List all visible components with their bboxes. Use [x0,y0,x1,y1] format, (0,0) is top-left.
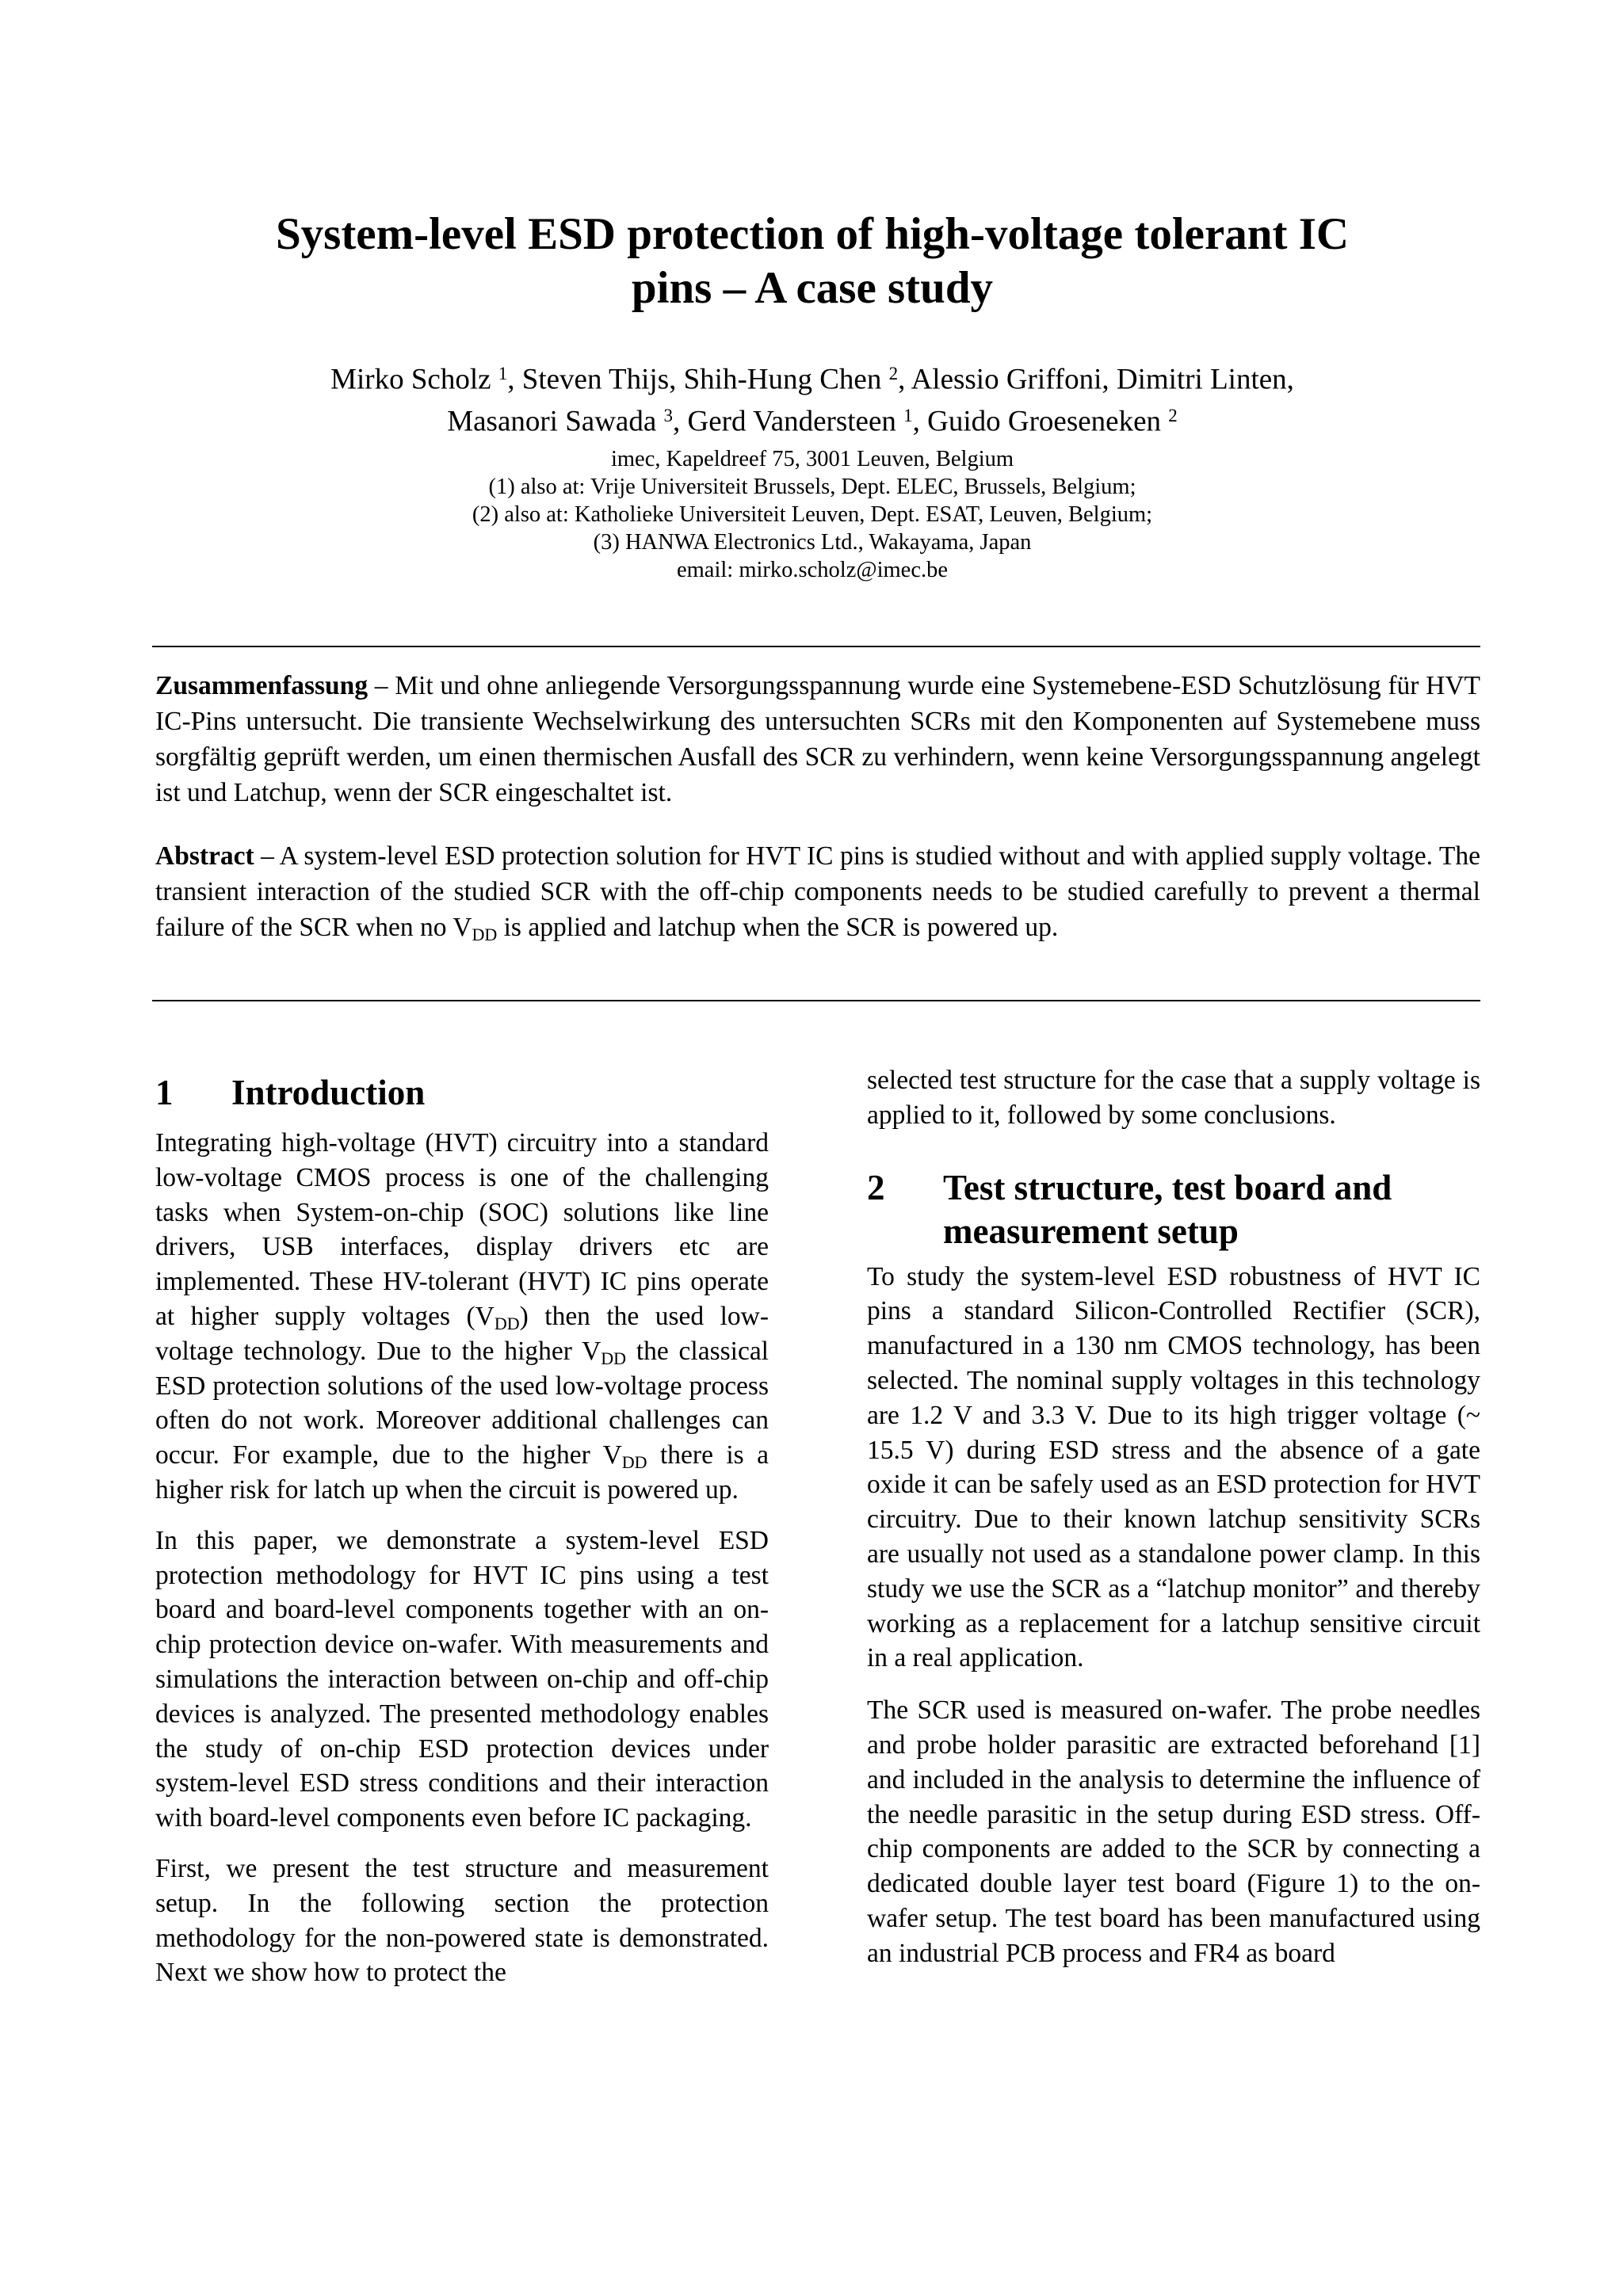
abstract-subscript: DD [472,925,498,944]
subscript: DD [494,1313,520,1333]
zusammenfassung-paragraph [155,668,1480,810]
subscript: DD [601,1348,627,1368]
text-run: there is a higher risk for latch up when the circuit is powered up. [155,1440,769,1505]
affiliation-line: (3) HANWA Electronics Ltd., Wakayama, Japan [593,530,1032,555]
section-title [943,1166,1480,1253]
subscript: DD [621,1452,647,1473]
author-line-1 [222,355,1403,397]
author-affil-sup: 2 [1168,406,1178,426]
intro-paragraph-continued: selected test structure for the case that a supply voltage is applied to it, followed by some conclusions. [867,1066,1480,1130]
intro-paragraph-3: First, we present the test structure and measurement setup. In the following section the protection methodology for the non-powered state is demonstrated. Next we show how to protect the [155,1853,769,1988]
author-name: , Steven Thijs, Shih-Hung Chen [507,363,882,396]
text-run: the classical ESD protection solutions of the used low-voltage process often do not work. Moreover additional challenges can occur. For example, due to the higher V [155,1336,769,1470]
author-name: , Alessio Griffoni, Dimitri Linten, [898,363,1294,396]
abstract-top-rule [152,646,1480,647]
right-column [867,1063,1480,1989]
intro-paragraph-1 [155,1126,769,1508]
text-run: Integrating high-voltage (HVT) circuitry into a standard low-voltage CMOS process is one of the challenging tasks when System-on-chip (SOC) solutions like line drivers, USB interfaces, display drivers etc are implemented. These HV-tolerant (HVT) IC pins operate at higher supply voltages (V [155,1128,769,1331]
paper-title [222,208,1403,315]
left-column [155,1071,769,2006]
author-name: , Gerd Vandersteen [673,405,896,438]
zusammenfassung-text: – Mit und ohne anliegende Versorgungsspannung wurde eine Systemebene-ESD Schutzlösung für HVT IC-Pins untersucht. Die transiente Wechselwirkung des untersuchten SCRs mit den Komponenten auf Systemebene muss sorgfältig geprüft werden, um einen thermischen Ausfall des SCR zu verhindern, wenn keine Versorgungsspannung angelegt ist und Latchup, wenn der SCR eingeschaltet ist. [155,671,1480,807]
test-paragraph-1: To study the system-level ESD robustness of HVT IC pins a standard Silicon-Controlled Rectifier (SCR), manufactured in a 130 nm CMOS technology, has been selected. The nominal supply voltages in this technology are 1.2 V and 3.3 V. Due to its high trigger voltage (~ 15.5 V) during ESD stress and the absence of a gate oxide it can be safely used as an ESD protection for HVT circuitry. Due to their known latchup sensitivity SCRs are usually not used as a standalone power clamp. In this study we use the SCR as a “latchup monitor” and thereby working as a replacement for a latchup sensitive circuit in a real application. [867,1261,1480,1673]
affiliation-line: (1) also at: Vrije Universiteit Brussels, Dept. ELEC, Brussels, Belgium; [488,475,1136,499]
text-run: ) then the used low-voltage technology. Due to the higher V [155,1301,769,1366]
author-affil-sup: 2 [888,364,899,383]
author-name: Masanori Sawada [447,405,657,438]
section-number: 1 [155,1073,174,1112]
section-title-line-2: measurement setup [943,1211,1239,1251]
author-affil-sup: 1 [498,364,508,383]
abstract-paragraph [155,838,1480,945]
abstract-bottom-rule [152,1000,1480,1001]
author-line-2 [222,397,1403,439]
intro-paragraph-2: In this paper, we demonstrate a system-level ESD protection methodology for HVT IC pins using a test board and board-level components together with an on-chip protection device on-wafer. With measurements and simulations the interaction between on-chip and off-chip devices is analyzed. The presented methodology enables the study of on-chip ESD protection devices under system-level ESD stress conditions and their interaction with board-level components even before IC packaging. [155,1525,769,1833]
section-1-heading [155,1071,769,1115]
section-2-heading [867,1166,1480,1253]
abstract-text-2: is applied and latchup when the SCR is powered up. [497,913,1059,942]
author-list [222,355,1403,440]
affiliations [222,445,1403,584]
abstract-label: Abstract [155,841,254,871]
email-line: email: mirko.scholz@imec.be [676,558,948,582]
affiliation-line: (2) also at: Katholieke Universiteit Leuven, Dept. ESAT, Leuven, Belgium; [472,502,1153,527]
author-affil-sup: 3 [663,406,674,426]
author-name: , Guido Groeseneken [912,405,1162,438]
title-line-1: System-level ESD protection of high-voltage tolerant IC [275,209,1350,259]
author-name: Mirko Scholz [330,363,491,396]
title-line-2: pins – A case study [631,263,994,313]
abstract-text-1: – A system-level ESD protection solution for HVT IC pins is studied without and with applied supply voltage. The transient interaction of the studied SCR with the off-chip components needs to be studied carefully to prevent a thermal failure of the SCR when no V [155,841,1480,942]
test-paragraph-2: The SCR used is measured on-wafer. The probe needles and probe holder parasitic are extracted beforehand [1] and included in the analysis to determine the influence of the needle parasitic in the setup during ESD stress. Off-chip components are added to the SCR by connecting a dedicated double layer test board (Figure 1) to the on-wafer setup. The test board has been manufactured using an industrial PCB process and FR4 as board [867,1695,1480,1968]
section-title: Introduction [231,1073,426,1112]
author-affil-sup: 1 [903,406,913,426]
section-number: 2 [867,1167,885,1207]
zusammenfassung-label: Zusammenfassung [155,671,369,700]
section-title-line-1: Test structure, test board and [943,1167,1392,1207]
affiliation-line: imec, Kapeldreef 75, 3001 Leuven, Belgium [610,447,1014,471]
